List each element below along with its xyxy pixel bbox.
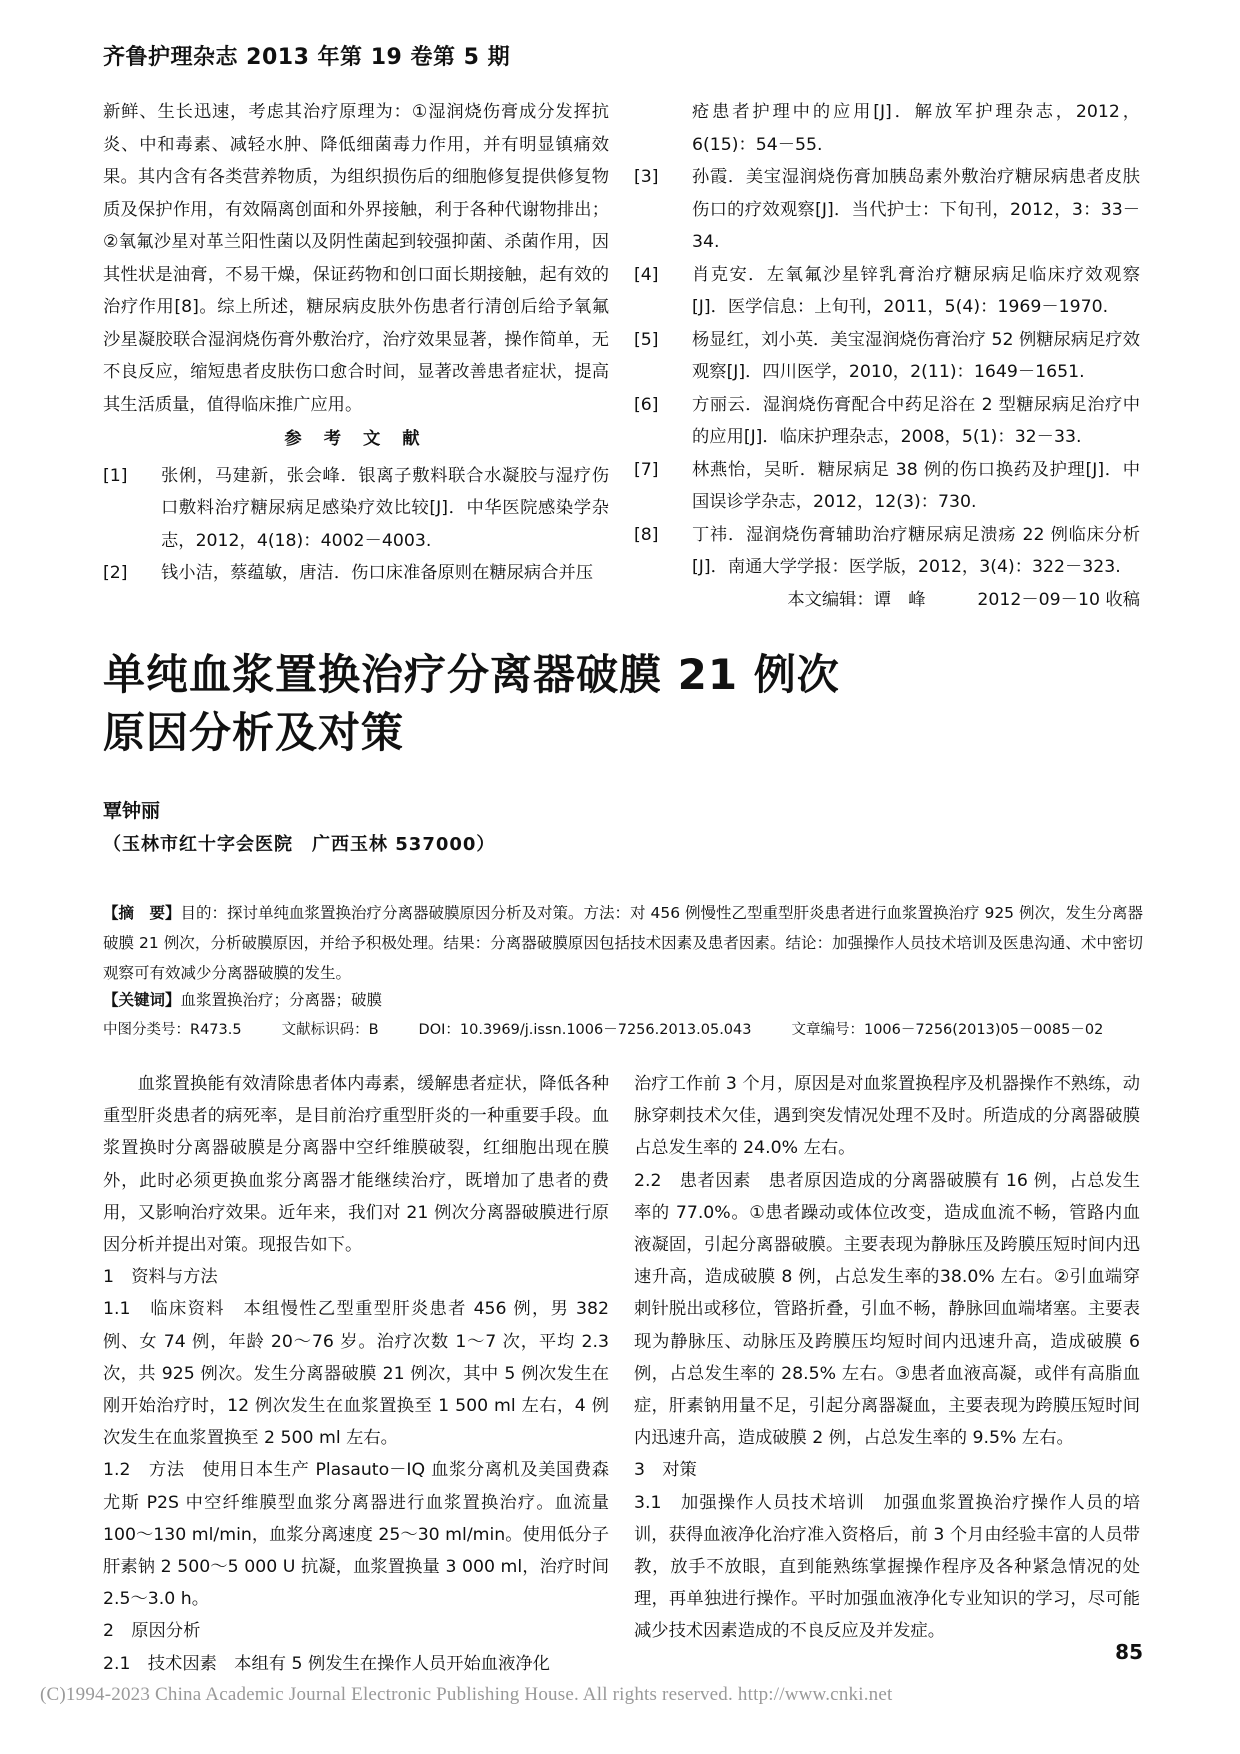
journal-header: 齐鲁护理杂志 2013 年第 19 卷第 5 期 [103, 45, 511, 70]
reference-number: [4] [634, 264, 659, 285]
reference-number: [8] [634, 524, 659, 545]
article-keywords [103, 988, 1143, 1010]
article-abstract [103, 898, 1143, 988]
reference-item [103, 460, 609, 558]
article-title [103, 646, 1003, 762]
prev-article-right-column [634, 96, 1140, 616]
reference-item [634, 161, 1140, 259]
editor-line: 本文编辑：谭 峰 2012－09－10 收稿 [787, 589, 1140, 610]
article-body-right [634, 1068, 1140, 1648]
reference-number: [7] [634, 459, 659, 480]
abstract-label: 【摘 要】 [103, 904, 181, 922]
reference-number: [6] [634, 394, 659, 415]
reference-item [634, 324, 1140, 389]
body-paragraph: 2.2 患者因素 患者原因造成的分离器破膜有 16 例，占总发生率的 77.0%。①患者躁动或体位改变，造成血流不畅，管路内血液凝固，引起分离器破膜。主要表现为静脉压及跨膜压短时间内迅速升高，造成破膜 8 例，占总发生率的38.0% 左右。②引血端穿刺针脱出或移位，管路折叠，引血不畅，静脉回血端堵塞。主要表现为静脉压、动脉压及跨膜压均短时间内迅速升高，造成破膜 6 例，占总发生率的 28.5% 左右。③患者血液高凝，或伴有高脂血症，肝素钠用量不足，引起分离器凝血，主要表现为跨膜压短时间内迅速升高，造成破膜 2 例，占总发生率的 9.5% 左右。 [634, 1170, 1140, 1449]
reference-text: 肖克安．左氧氟沙星锌乳膏治疗糖尿病足临床疗效观察[J]．医学信息：上旬刊，2011，5(4)：1969－1970. [692, 264, 1140, 317]
reference-text: 林燕怡，吴昕．糖尿病足 38 例的伤口换药及护理[J]．中国误诊学杂志，2012，12(3)：730. [692, 459, 1140, 512]
reference-item [103, 557, 609, 590]
article-title-line2: 原因分析及对策 [103, 708, 405, 757]
references-list-right [634, 161, 1140, 584]
reference-item [634, 454, 1140, 519]
article-affiliation: （玉林市红十字会医院 广西玉林 537000） [103, 834, 496, 855]
article-body-left [103, 1068, 609, 1680]
keywords-label: 【关键词】 [103, 991, 181, 1009]
prev-article-paragraph: 新鲜、生长迅速，考虑其治疗原理为：①湿润烧伤膏成分发挥抗炎、中和毒素、减轻水肿、降低细菌毒力作用，并有明显镇痛效果。其内含有各类营养物质，为组织损伤后的细胞修复提供修复物质及保护作用，有效隔离创面和外界接触，利于各种代谢物排出；②氧氟沙星对革兰阳性菌以及阴性菌起到较强抑菌、杀菌作用，因其性状是油膏，不易干燥，保证药物和创口面长期接触，起有效的治疗作用[8]。综上所述，糖尿病皮肤外伤患者行清创后给予氧氟沙星凝胶联合湿润烧伤膏外敷治疗，治疗效果显著，操作简单，无不良反应，缩短患者皮肤伤口愈合时间，显著改善患者症状，提高其生活质量，值得临床推广应用。 [103, 102, 609, 415]
reference-item [634, 259, 1140, 324]
body-paragraph: 1 资料与方法 [103, 1267, 218, 1288]
reference-text: 钱小洁，蔡蕴敏，唐洁．伤口床准备原则在糖尿病合并压 [161, 563, 594, 583]
reference-text: 孙霞．美宝湿润烧伤膏加胰岛素外敷治疗糖尿病患者皮肤伤口的疗效观察[J]．当代护士：下旬刊，2012，3：33－34. [692, 167, 1140, 252]
class-number: 中图分类号：R473.5 [103, 1022, 242, 1038]
reference-number: [3] [634, 167, 659, 187]
references-list-left [103, 460, 609, 590]
body-paragraph: 1.2 方法 使用日本生产 Plasauto－IQ 血浆分离机及美国费森尤斯 P2S 中空纤维膜型血浆分离器进行血浆置换治疗。血流量 100～130 ml/min，血浆分离速度 25～30 ml/min。使用低分子肝素钠 2 500～5 000 U 抗凝，血浆置换量 3 000 ml，治疗时间 2.5～3.0 h。 [103, 1460, 609, 1610]
page-number: 85 [1115, 1640, 1143, 1664]
body-paragraph: 1.1 临床资料 本组慢性乙型重型肝炎患者 456 例，男 382 例、女 74 例，年龄 20～76 岁。治疗次数 1～7 次，平均 2.3 次，共 925 例次。发生分离器破膜 21 例次，其中 5 例次发生在刚开始治疗时，12 例次发生在血浆置换至 1 500 ml 左右，4 例次发生在血浆置换至 2 500 ml 左右。 [103, 1299, 609, 1449]
article-classification [103, 1018, 1143, 1039]
abstract-text: 目的：探讨单纯血浆置换治疗分离器破膜原因分析及对策。方法：对 456 例慢性乙型重型肝炎患者进行血浆置换治疗 925 例次，发生分离器破膜 21 例次，分析破膜原因，并给予积极处理。结果：分离器破膜原因包括技术因素及患者因素。结论：加强操作人员技术培训及医患沟通、术中密切观察可有效减少分离器破膜的发生。 [103, 904, 1143, 982]
references-title: 参 考 文 献 [284, 429, 428, 449]
reference-number: [2] [103, 563, 128, 583]
prev-article-left-column [103, 96, 609, 590]
reference-item [634, 389, 1140, 454]
reference-number: [1] [103, 465, 128, 486]
article-author: 覃钟丽 [103, 800, 161, 822]
body-paragraph: 2.1 技术因素 本组有 5 例发生在操作人员开始血液净化 [103, 1653, 550, 1674]
body-paragraph: 3 对策 [634, 1460, 697, 1481]
body-paragraph: 治疗工作前 3 个月，原因是对血浆置换程序及机器操作不熟练，动脉穿刺技术欠佳，遇到突发情况处理不及时。所造成的分离器破膜占总发生率的 24.0% 左右。 [634, 1074, 1140, 1159]
doi: DOI：10.3969/j.issn.1006－7256.2013.05.043 [418, 1022, 752, 1038]
reference-text: 方丽云．湿润烧伤膏配合中药足浴在 2 型糖尿病足治疗中的应用[J]．临床护理杂志，2008，5(1)：32－33. [692, 394, 1140, 447]
body-paragraph: 2 原因分析 [103, 1621, 201, 1642]
reference-text: 张俐，马建新，张会峰．银离子敷料联合水凝胶与湿疗伤口敷料治疗糖尿病足感染疗效比较[J]．中华医院感染学杂志，2012，4(18)：4002－4003. [161, 465, 609, 551]
reference-text: 杨显红，刘小英．美宝湿润烧伤膏治疗 52 例糖尿病足疗效观察[J]．四川医学，2010，2(11)：1649－1651. [692, 329, 1140, 382]
document-code: 文献标识码：B [281, 1022, 379, 1038]
body-paragraph: 血浆置换能有效清除患者体内毒素，缓解患者症状，降低各种重型肝炎患者的病死率，是目前治疗重型肝炎的一种重要手段。血浆置换时分离器破膜是分离器中空纤维膜破裂，红细胞出现在膜外，此时必须更换血浆分离器才能继续治疗，既增加了患者的费用，又影响治疗效果。近年来，我们对 21 例次分离器破膜进行原因分析并提出对策。现报告如下。 [103, 1074, 609, 1256]
copyright-footer: (C)1994-2023 China Academic Journal Electronic Publishing House. All rights reserved. http://www.cnki.net [40, 1684, 893, 1705]
keywords-text: 血浆置换治疗；分离器；破膜 [180, 991, 383, 1009]
reference-continuation: 疮患者护理中的应用[J]．解放军护理杂志，2012，6(15)：54－55. [692, 102, 1140, 155]
body-paragraph: 3.1 加强操作人员技术培训 加强血浆置换治疗操作人员的培训，获得血液净化治疗准入资格后，前 3 个月由经验丰富的人员带教，放手不放眼，直到能熟练掌握操作程序及各种紧急情况的处理，再单独进行操作。平时加强血液净化专业知识的学习，尽可能减少技术因素造成的不良反应及并发症。 [634, 1492, 1140, 1642]
reference-item [634, 519, 1140, 584]
article-number: 文章编号：1006－7256(2013)05－0085－02 [791, 1022, 1104, 1038]
reference-text: 丁祎．湿润烧伤膏辅助治疗糖尿病足溃疡 22 例临床分析[J]．南通大学学报：医学版，2012，3(4)：322－323. [692, 524, 1140, 577]
reference-number: [5] [634, 329, 659, 350]
article-title-line1: 单纯血浆置换治疗分离器破膜 21 例次 [103, 650, 840, 699]
